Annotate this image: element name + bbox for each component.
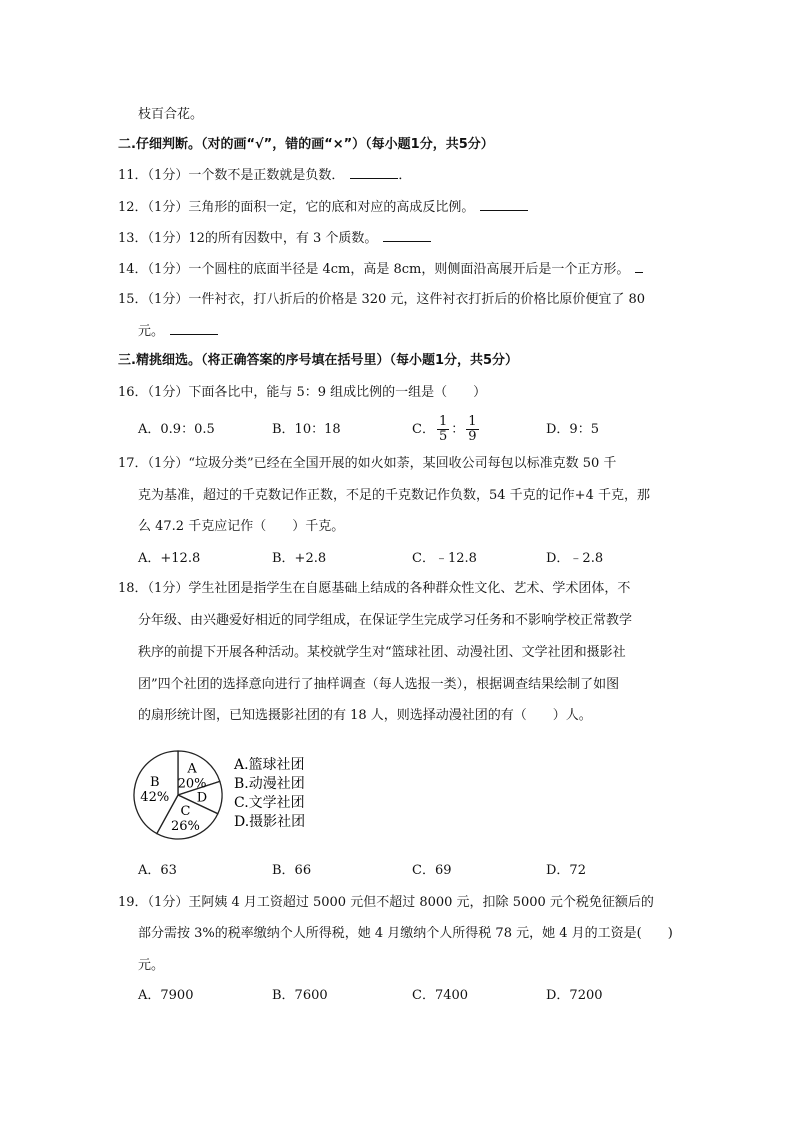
question-text: 12的所有因数中，有 3 个质数。 [188, 231, 378, 246]
legend-entry: C.文学社团 [234, 795, 305, 811]
question-18 [118, 580, 630, 598]
answer-blank[interactable] [480, 198, 528, 211]
option-d[interactable]: D．9：5 [546, 422, 599, 437]
question-text: 一个圆柱的底面半径是 4cm，高是 8cm，则侧面沿高展开后是一个正方形。 [188, 262, 630, 277]
question-number: 16． [118, 385, 148, 400]
legend-entry: D.摄影社团 [234, 814, 306, 830]
continued-text: 枝百合花。 [138, 107, 204, 122]
option-c[interactable] [412, 410, 481, 450]
ratio-sign: ： [451, 422, 465, 437]
option-c[interactable]: C．﹣12.8 [412, 551, 477, 566]
answer-blank[interactable] [350, 166, 398, 179]
question-text: “垃圾分类”已经在全国开展的如火如荼，某回收公司每包以标准克数 50 千 [188, 456, 617, 471]
option-d[interactable]: D．72 [546, 863, 586, 878]
question-number: 18． [118, 581, 148, 596]
option-a[interactable]: A．+12.8 [138, 551, 201, 566]
question-score: （1分） [147, 581, 189, 596]
question-score: （1分） [147, 168, 189, 183]
denominator: 5 [438, 429, 448, 444]
question-text: 三角形的面积一定，它的底和对应的高成反比例。 [188, 200, 475, 215]
question-score: （1分） [147, 895, 189, 910]
option-c[interactable]: C．7400 [412, 988, 469, 1003]
answer-blank[interactable] [383, 229, 431, 242]
question-17-line2: 克为基准，超过的千克数记作正数，不足的千克数记作负数，54 千克的记作+4 千克，那 [138, 488, 650, 503]
question-18-line2: 分年级、由兴趣爱好相近的同学组成，在保证学生完成学习任务和不影响学校正常教学 [138, 613, 633, 628]
question-number: 19． [118, 895, 148, 910]
legend-entry: A.篮球社团 [234, 757, 305, 773]
question-text: 学生社团是指学生在自愿基础上结成的各种群众性文化、艺术、学术团体，不 [188, 581, 631, 596]
fraction [437, 415, 449, 444]
answer-blank[interactable] [170, 322, 218, 335]
question-18-line5: 的扇形统计图，已知选摄影社团的有 18 人，则选择动漫社团的有（ ）人。 [138, 708, 592, 723]
question-14 [118, 260, 643, 279]
option-b[interactable]: B．10：18 [272, 422, 341, 437]
question-number: 14． [118, 262, 148, 277]
option-b[interactable]: B．+2.8 [272, 551, 327, 566]
section2-header: 二.仔细判断。（对的画“√”，错的画“×”）（每小题1分，共5分） [118, 137, 494, 152]
question-number: 11． [118, 168, 148, 183]
question-text: 一件衬衣，打八折后的价格是 320 元，这件衬衣打折后的价格比原价便宜了 80 [188, 292, 646, 307]
numerator: 1 [438, 414, 448, 429]
question-19 [118, 894, 654, 912]
question-15 [118, 291, 645, 309]
answer-blank[interactable] [635, 260, 643, 273]
pie-slice-value-a: 20% [177, 776, 207, 792]
pie-slice-value-b: 42% [140, 790, 170, 806]
denominator: 9 [468, 429, 477, 444]
option-a[interactable]: A．7900 [138, 988, 194, 1003]
pie-slice-value-c: 26% [170, 818, 200, 834]
question-number: 12． [118, 200, 148, 215]
question-12 [118, 198, 528, 217]
pie-slice-label-d: D [196, 790, 208, 806]
question-17-line3: 么 47.2 千克应记作（ ）千克。 [138, 519, 345, 534]
question-19-line3: 元。 [138, 958, 165, 973]
legend-entry: B.动漫社团 [234, 776, 305, 792]
option-b[interactable]: B．7600 [272, 988, 328, 1003]
question-score: （1分） [147, 385, 189, 400]
question-score: （1分） [147, 200, 189, 215]
pie-chart-figure [132, 745, 342, 845]
option-b[interactable]: B．66 [272, 863, 312, 878]
question-15-line2 [138, 322, 218, 341]
fraction [466, 415, 478, 444]
question-13 [118, 229, 431, 248]
question-19-line2: 部分需按 3%的税率缴纳个人所得税，她 4 月缴纳个人所得税 78 元，她 4 月的工资是( ) [138, 926, 673, 941]
question-tail: ． [398, 168, 412, 183]
question-score: （1分） [147, 262, 189, 277]
pie-slice-label-c: C [180, 803, 191, 819]
question-score: （1分） [147, 456, 189, 471]
option-d[interactable]: D．﹣2.8 [546, 551, 604, 566]
question-text: 元。 [138, 324, 165, 339]
pie-chart [132, 745, 342, 845]
pie-slice-label-b: B [149, 775, 160, 791]
section3-header: 三.精挑细选。（将正确答案的序号填在括号里）（每小题1分，共5分） [118, 353, 519, 368]
question-18-line3: 秩序的前提下开展各种活动。某校就学生对“篮球社团、动漫社团、文学社团和摄影社 [138, 645, 626, 660]
question-number: 17． [118, 456, 148, 471]
question-number: 15． [118, 292, 148, 307]
question-score: （1分） [147, 231, 189, 246]
question-16 [118, 384, 486, 402]
option-a[interactable]: A．0.9：0.5 [138, 422, 215, 437]
option-label: C． [412, 422, 435, 437]
question-text: 一个数不是正数就是负数． [188, 168, 345, 183]
option-a[interactable]: A．63 [138, 863, 177, 878]
question-11 [118, 166, 411, 185]
question-18-line4: 团”四个社团的选择意向进行了抽样调查（每人选报一类），根据调查结果绘制了如图 [138, 677, 620, 692]
question-17 [118, 455, 616, 473]
question-number: 13． [118, 231, 148, 246]
question-score: （1分） [147, 292, 189, 307]
question-text: 下面各比中，能与 5：9 组成比例的一组是（ ） [188, 385, 487, 400]
pie-slice-label-a: A [187, 761, 197, 777]
numerator: 1 [468, 414, 477, 429]
option-d[interactable]: D．7200 [546, 988, 603, 1003]
question-text: 王阿姨 4 月工资超过 5000 元但不超过 8000 元，扣除 5000 元个税免征额后的 [188, 895, 654, 910]
option-c[interactable]: C．69 [412, 863, 452, 878]
